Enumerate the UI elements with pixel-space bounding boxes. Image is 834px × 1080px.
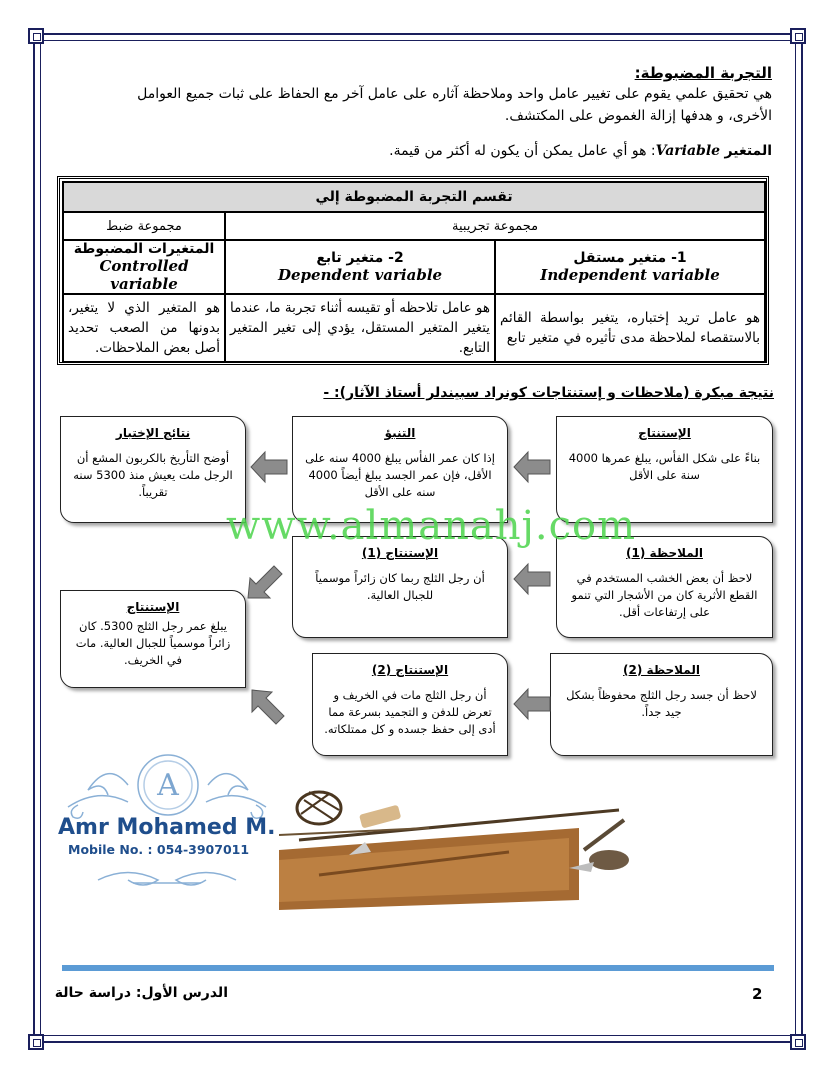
corner-ornament bbox=[790, 28, 806, 44]
arrow-left-icon bbox=[512, 450, 552, 484]
group-control: مجموعة ضبط bbox=[63, 212, 225, 240]
flow-box-test-results: نتائج الإختبار أوضح التأريخ بالكربون المشع أن الرجل ملت يعيش منذ 5300 سنه تقريباً. bbox=[60, 416, 246, 523]
lesson-title: الدرس الأول: دراسة حالة bbox=[54, 985, 228, 1001]
independent-variable-desc: هو عامل تريد إختباره، يتغير بواسطة القائم بالاستقصاء لملاحظة مدى تأثيره في متغير تابع bbox=[495, 294, 765, 362]
independent-variable-name: 1- متغير مستقل Independent variable bbox=[495, 240, 765, 294]
flow-box-conclusion: الإستنتاج بناءً على شكل الفأس، يبلغ عمرها 4000 سنة على الأقل bbox=[556, 416, 773, 523]
controlled-variable-desc: هو المتغير الذي لا يتغير، بدونها من الصعب تحديد أصل بعض الملاحظات. bbox=[63, 294, 225, 362]
flow-box-conclusion-2: الإستنتاج (2) أن رجل الثلج مات في الخريف و تعرض للدفن و التجميد بسرعة مما أدى إلى حفظ جسده و كل ممتلكاته. bbox=[312, 653, 508, 756]
flow-box-observation-2: الملاحظة (2) لاحظ أن جسد رجل الثلج محفوظاً بشكل جيد جداً. bbox=[550, 653, 773, 756]
table-header: تقسم التجربة المضبوطة إلي bbox=[63, 182, 765, 212]
logo-mobile: Mobile No. : 054-3907011 bbox=[68, 842, 250, 857]
flow-box-observation-1: الملاحظة (1) لاحظ أن بعض الخشب المستخدم في القطع الأثرية كان من الأشجار التي تنمو على إرتفاعات أقل. bbox=[556, 536, 773, 638]
variable-def-text: : هو أي عامل يمكن أن يكون له أكثر من قيمة. bbox=[389, 143, 656, 159]
flow-box-prediction: التنبؤ إذا كان عمر الفأس يبلغ 4000 سنه على الأقل، فإن عمر الجسد يبلغ أيضاً 4000 سنه على الأقل bbox=[292, 416, 508, 523]
arrow-left-icon bbox=[512, 562, 552, 596]
controlled-variable-name: المتغيرات المضبوطة Controlled variable bbox=[63, 240, 225, 294]
variable-definition bbox=[389, 143, 772, 159]
watermark: www.almanahj.com bbox=[226, 503, 637, 549]
corner-ornament bbox=[790, 1034, 806, 1050]
controlled-experiment-definition: هي تحقيق علمي يقوم على تغيير عامل واحد وملاحظة آثاره على عامل آخر مع الحفاظ على ثبات جميع العوامل الأخرى، و هدفها إزالة الغموض على المكتشف. bbox=[137, 86, 772, 124]
logo-name: Amr Mohamed M. bbox=[58, 815, 276, 840]
section2-title: نتيجة مبكرة (ملاحظات و إستنتاجات كونراد سبيندلر أستاذ الآثار): - bbox=[323, 385, 774, 401]
arrow-down-left-icon bbox=[244, 562, 284, 602]
corner-ornament bbox=[28, 28, 44, 44]
arrow-left-icon bbox=[512, 687, 552, 721]
variable-label-ar: المتغير bbox=[724, 143, 772, 159]
dependent-variable-name: 2- متغير تابع Dependent variable bbox=[225, 240, 495, 294]
group-experimental: مجموعة تجريبية bbox=[225, 212, 765, 240]
svg-text:A: A bbox=[157, 768, 179, 803]
variable-label-en: Variable bbox=[655, 143, 721, 159]
experiment-table bbox=[57, 176, 769, 365]
arrow-up-left-icon bbox=[248, 686, 288, 726]
section-title: التجربة المضبوطة: bbox=[634, 64, 772, 82]
artifacts-photo bbox=[279, 780, 639, 910]
flow-box-conclusion-1: الإستنتاج (1) أن رجل الثلج ربما كان زائراً موسمياً للجبال العالية. bbox=[292, 536, 508, 638]
dependent-variable-desc: هو عامل تلاحظه أو تقيسه أثناء تجربة ما، عندما يتغير المتغير المستقل، يؤدي إلى تغير المتغير التابع. bbox=[225, 294, 495, 362]
corner-ornament bbox=[28, 1034, 44, 1050]
flow-box-final-conclusion: الإستنتاج يبلغ عمر رجل الثلج 5300. كان زائراً موسمياً للجبال العالية. مات في الخريف. bbox=[60, 590, 246, 688]
footer-bar bbox=[62, 965, 774, 971]
arrow-left-icon bbox=[249, 450, 289, 484]
page-number: 2 bbox=[752, 985, 763, 1003]
